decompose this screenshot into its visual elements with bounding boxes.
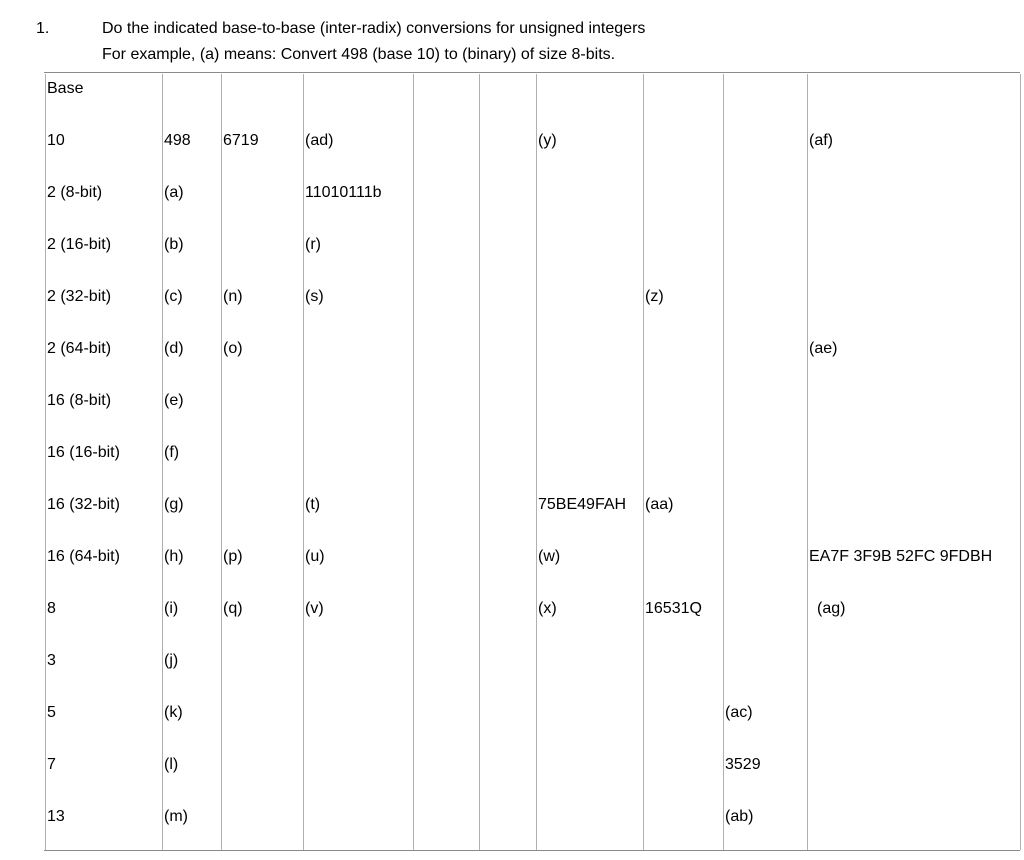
row-base-label: 2 (64-bit) bbox=[47, 340, 112, 357]
table-cell: (aa) bbox=[645, 496, 674, 513]
table-cell: (s) bbox=[305, 288, 324, 305]
table-cell: 3529 bbox=[725, 756, 761, 773]
row-base-label: 16 (32-bit) bbox=[47, 496, 120, 513]
base-header: Base bbox=[47, 80, 84, 97]
table-cell: 6719 bbox=[223, 132, 259, 149]
table-top-border bbox=[44, 72, 1020, 73]
table-cell: (j) bbox=[164, 652, 179, 669]
column-divider bbox=[807, 74, 808, 850]
row-base-label: 8 bbox=[47, 600, 56, 617]
table-cell: 75BE49FAH bbox=[538, 496, 627, 513]
column-divider bbox=[45, 74, 46, 850]
table-cell: (f) bbox=[164, 444, 180, 461]
table-cell: (ac) bbox=[725, 704, 753, 721]
table-cell: (af) bbox=[809, 132, 833, 149]
table-cell: (ad) bbox=[305, 132, 334, 149]
table-cell: (c) bbox=[164, 288, 183, 305]
row-base-label: 5 bbox=[47, 704, 56, 721]
table-cell: EA7F 3F9B 52FC 9FDBH bbox=[809, 548, 993, 565]
column-divider bbox=[479, 74, 480, 850]
column-divider bbox=[413, 74, 414, 850]
column-divider bbox=[1020, 74, 1021, 850]
table-cell: (z) bbox=[645, 288, 664, 305]
table-cell: (h) bbox=[164, 548, 184, 565]
table-cell: (a) bbox=[164, 184, 184, 201]
row-base-label: 3 bbox=[47, 652, 56, 669]
table-cell: (y) bbox=[538, 132, 557, 149]
column-divider bbox=[303, 74, 304, 850]
table-cell: (w) bbox=[538, 548, 561, 565]
column-divider bbox=[643, 74, 644, 850]
table-cell: (x) bbox=[538, 600, 557, 617]
table-cell: (q) bbox=[223, 600, 243, 617]
table-bottom-border bbox=[44, 850, 1020, 851]
row-base-label: 2 (32-bit) bbox=[47, 288, 112, 305]
table-cell: 16531Q bbox=[645, 600, 702, 617]
question-example: For example, (a) means: Convert 498 (base 10) to (binary) of size 8-bits. bbox=[102, 46, 616, 63]
table-cell: (d) bbox=[164, 340, 184, 357]
table-cell: (ag) bbox=[817, 600, 846, 617]
row-base-label: 7 bbox=[47, 756, 56, 773]
column-divider bbox=[536, 74, 537, 850]
row-base-label: 16 (64-bit) bbox=[47, 548, 120, 565]
table-cell: 498 bbox=[164, 132, 191, 149]
row-base-label: 16 (8-bit) bbox=[47, 392, 112, 409]
table-cell: (l) bbox=[164, 756, 179, 773]
row-base-label: 2 (16-bit) bbox=[47, 236, 112, 253]
row-base-label: 13 bbox=[47, 808, 65, 825]
table-cell: (g) bbox=[164, 496, 184, 513]
row-base-label: 2 (8-bit) bbox=[47, 184, 103, 201]
table-cell: (e) bbox=[164, 392, 184, 409]
table-cell: (m) bbox=[164, 808, 188, 825]
row-base-label: 10 bbox=[47, 132, 65, 149]
table-cell: (n) bbox=[223, 288, 243, 305]
table-cell: (o) bbox=[223, 340, 243, 357]
table-cell: (p) bbox=[223, 548, 243, 565]
column-divider bbox=[723, 74, 724, 850]
row-base-label: 16 (16-bit) bbox=[47, 444, 120, 461]
table-cell: (ab) bbox=[725, 808, 754, 825]
table-cell: 11010111b bbox=[305, 184, 382, 201]
question-number: 1. bbox=[36, 20, 50, 37]
table-cell: (k) bbox=[164, 704, 183, 721]
table-cell: (b) bbox=[164, 236, 184, 253]
table-cell: (i) bbox=[164, 600, 179, 617]
table-cell: (v) bbox=[305, 600, 324, 617]
table-cell: (t) bbox=[305, 496, 321, 513]
column-divider bbox=[162, 74, 163, 850]
table-cell: (ae) bbox=[809, 340, 838, 357]
table-cell: (r) bbox=[305, 236, 321, 253]
question-text: Do the indicated base-to-base (inter-radix) conversions for unsigned integers bbox=[102, 20, 646, 37]
column-divider bbox=[221, 74, 222, 850]
table-cell: (u) bbox=[305, 548, 325, 565]
